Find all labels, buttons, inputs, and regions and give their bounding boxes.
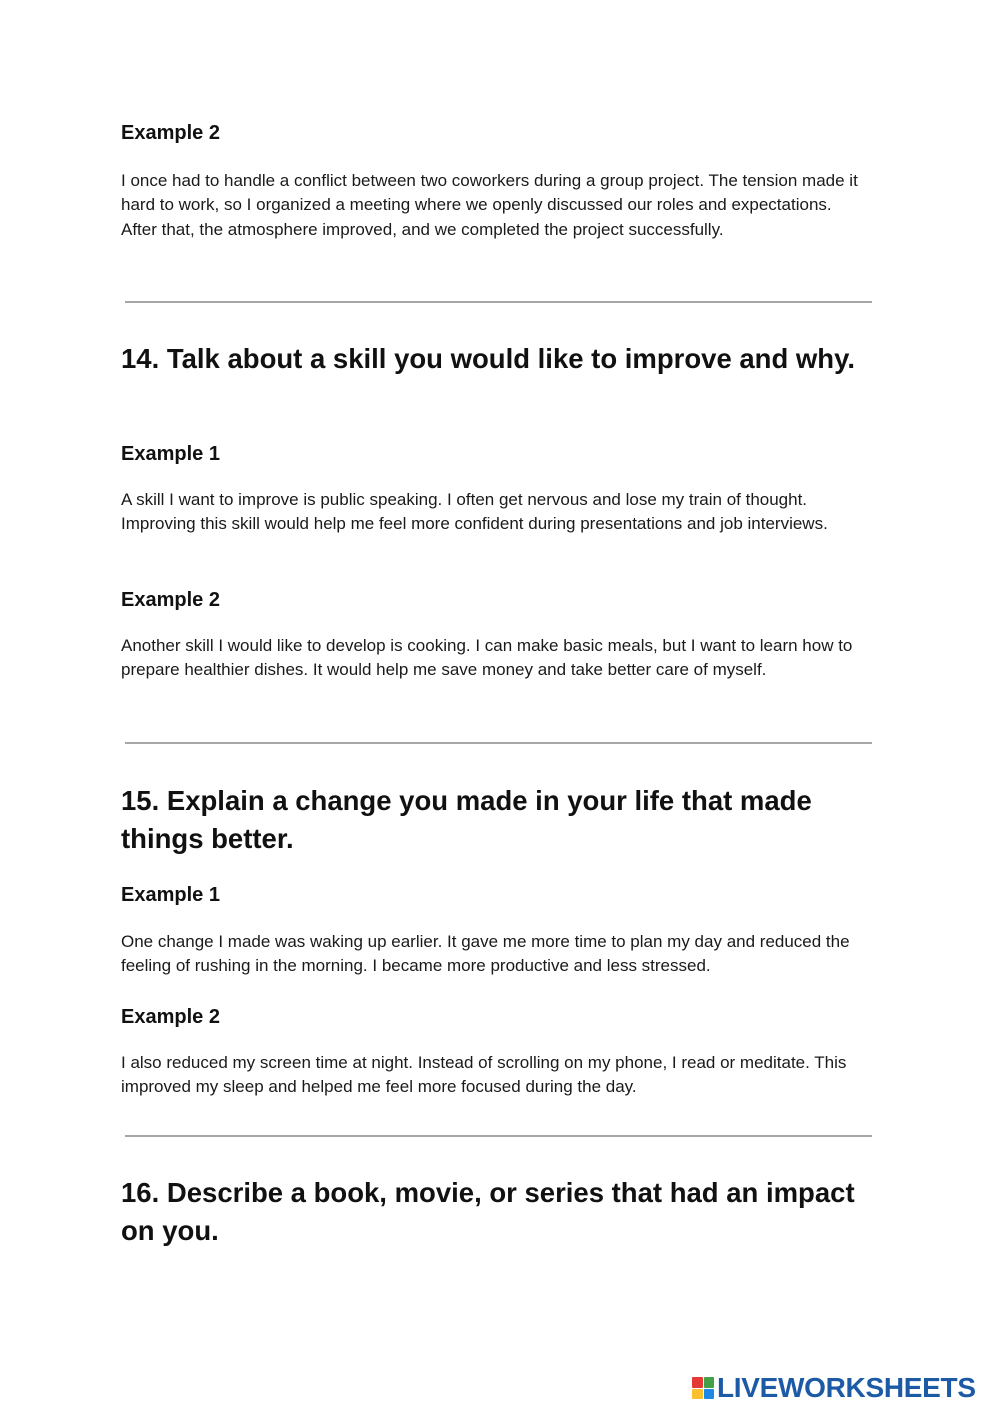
liveworksheets-logo-icon <box>692 1377 714 1399</box>
question-15-title: 15. Explain a change you made in your life that made things better. <box>121 785 812 854</box>
q14-example-1-label: Example 1 <box>121 443 220 465</box>
q14-example-2-text: Another skill I would like to develop is cooking. I can make basic meals, but I want to learn how to prepare healthier dishes. It would help me save money and take better care of myself. <box>121 636 853 680</box>
q14-example-2-label: Example 2 <box>121 589 220 611</box>
section-divider <box>125 301 872 303</box>
q15-example-2-text: I also reduced my screen time at night. Instead of scrolling on my phone, I read or meditate. This improved my sleep and helped me feel more focused during the day. <box>121 1053 847 1097</box>
logo-text: LIVEWORKSHEETS <box>717 1372 976 1403</box>
q14-example-1-text: A skill I want to improve is public speaking. I often get nervous and lose my train of thought. Improving this skill would help me feel more confident during presentations and job interviews. <box>121 490 828 534</box>
liveworksheets-logo <box>692 1373 976 1403</box>
q15-example-2-label: Example 2 <box>121 1006 220 1028</box>
example-2-label: Example 2 <box>121 122 220 144</box>
question-14-title: 14. Talk about a skill you would like to improve and why. <box>121 343 856 374</box>
question-16-title: 16. Describe a book, movie, or series that had an impact on you. <box>121 1177 855 1246</box>
q15-example-1-text: One change I made was waking up earlier. It gave me more time to plan my day and reduced the feeling of rushing in the morning. I became more productive and less stressed. <box>121 932 850 976</box>
example-2-text: I once had to handle a conflict between two coworkers during a group project. The tension made it hard to work, so I organized a meeting where we openly discussed our roles and expectations. After that, the atmosphere improved, and we completed the project successfully. <box>121 171 858 239</box>
section-divider <box>125 742 872 744</box>
section-divider <box>125 1135 872 1137</box>
q15-example-1-label: Example 1 <box>121 884 220 906</box>
